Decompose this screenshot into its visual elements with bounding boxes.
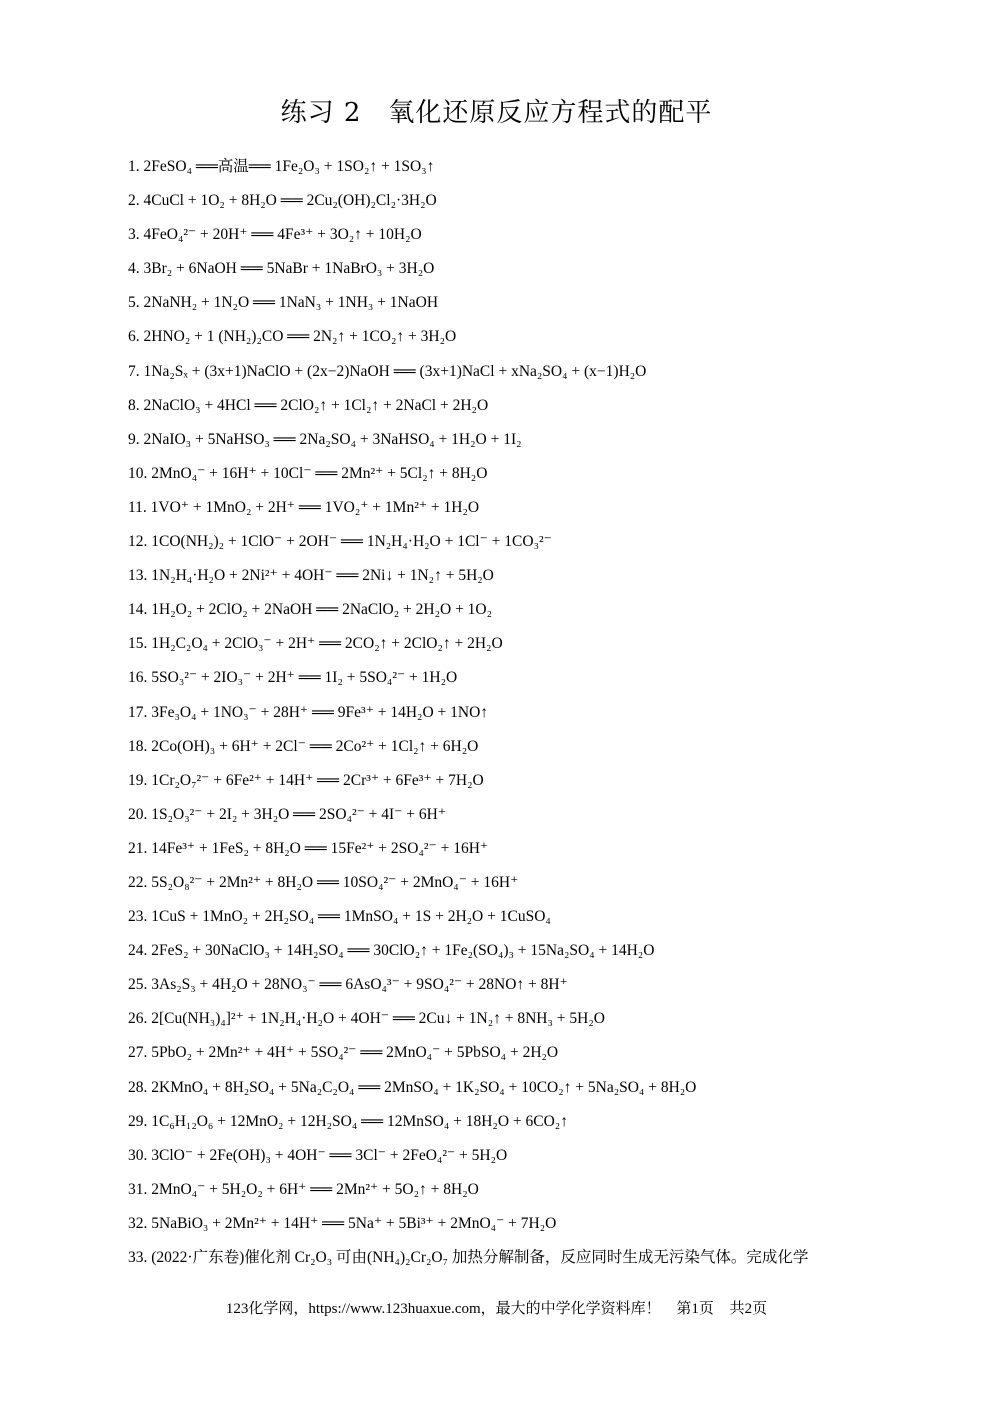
- equation-item: 17. 3Fe₃O₄ + 1NO₃⁻ + 28H⁺ ══ 9Fe³⁺ + 14H₂O + 1NO↑: [128, 703, 489, 721]
- question-33-text: 33. (2022·广东卷)催化剂 Cr₂O₃ 可由(NH₄)₂Cr₂O₇ 加热分解制备，反应同时生成无污染气体。完成化学: [128, 1249, 809, 1266]
- equation-item: 13. 1N₂H₄·H₂O + 2Ni²⁺ + 4OH⁻ ══ 2Ni↓ + 1N₂↑ + 5H₂O: [128, 567, 494, 585]
- equation-item: 24. 2FeS₂ + 30NaClO₃ + 14H₂SO₄ ══ 30ClO₂↑ + 1Fe₂(SO₄)₃ + 15Na₂SO₄ + 14H₂O: [128, 942, 655, 960]
- page-title: 练习 2 氧化还原反应方程式的配平: [280, 98, 713, 128]
- equation-item: 14. 1H₂O₂ + 2ClO₂ + 2NaOH ══ 2NaClO₂ + 2H₂O + 1O₂: [128, 601, 493, 619]
- footer-source: 123化学网，https://www.123huaxue.com，最大的中学化学资料库！: [225, 1301, 661, 1317]
- equation-item: 32. 5NaBiO₃ + 2Mn²⁺ + 14H⁺ ══ 5Na⁺ + 5Bi³⁺ + 2MnO₄⁻ + 7H₂O: [128, 1214, 557, 1232]
- equation-item: 7. 1Na₂Sₓ + (3x+1)NaClO + (2x−2)NaOH ══ (3x+1)NaCl + xNa₂SO₄ + (x−1)H₂O: [128, 362, 647, 380]
- equation-item: 16. 5SO₃²⁻ + 2IO₃⁻ + 2H⁺ ══ 1I₂ + 5SO₄²⁻ + 1H₂O: [128, 669, 458, 687]
- equation-item: 3. 4FeO₄²⁻ + 20H⁺ ══ 4Fe³⁺ + 3O₂↑ + 10H₂O: [128, 226, 422, 244]
- equation-item: 9. 2NaIO₃ + 5NaHSO₃ ══ 2Na₂SO₄ + 3NaHSO₄ + 1H₂O + 1I₂: [128, 430, 522, 448]
- equation-item: 15. 1H₂C₂O₄ + 2ClO₃⁻ + 2H⁺ ══ 2CO₂↑ + 2ClO₂↑ + 2H₂O: [128, 635, 503, 653]
- equation-item: 12. 1CO(NH₂)₂ + 1ClO⁻ + 2OH⁻ ══ 1N₂H₄·H₂O + 1Cl⁻ + 1CO₃²⁻: [128, 533, 552, 551]
- equation-item: 18. 2Co(OH)₃ + 6H⁺ + 2Cl⁻ ══ 2Co²⁺ + 1Cl₂↑ + 6H₂O: [128, 737, 479, 755]
- equation-item: 30. 3ClO⁻ + 2Fe(OH)₃ + 4OH⁻ ══ 3Cl⁻ + 2FeO₄²⁻ + 5H₂O: [128, 1146, 508, 1164]
- equation-item: 20. 1S₂O₃²⁻ + 2I₂ + 3H₂O ══ 2SO₄²⁻ + 4I⁻ + 6H⁺: [128, 805, 446, 823]
- equation-item: 22. 5S₂O₈²⁻ + 2Mn²⁺ + 8H₂O ══ 10SO₄²⁻ + 2MnO₄⁻ + 16H⁺: [128, 873, 519, 891]
- equation-item: 10. 2MnO₄⁻ + 16H⁺ + 10Cl⁻ ══ 2Mn²⁺ + 5Cl₂↑ + 8H₂O: [128, 464, 488, 482]
- equation-item: 31. 2MnO₄⁻ + 5H₂O₂ + 6H⁺ ══ 2Mn²⁺ + 5O₂↑ + 8H₂O: [128, 1180, 479, 1198]
- footer-page-number: 第1页: [676, 1301, 714, 1317]
- equation-item: 27. 5PbO₂ + 2Mn²⁺ + 4H⁺ + 5SO₄²⁻ ══ 2MnO₄⁻ + 5PbSO₄ + 2H₂O: [128, 1044, 559, 1062]
- equation-item: 2. 4CuCl + 1O₂ + 8H₂O ══ 2Cu₂(OH)₂Cl₂·3H₂O: [128, 192, 437, 210]
- equation-item: 25. 3As₂S₃ + 4H₂O + 28NO₃⁻ ══ 6AsO₄³⁻ + 9SO₄²⁻ + 28NO↑ + 8H⁺: [128, 976, 568, 994]
- equation-item: 29. 1C₆H₁₂O₆ + 12MnO₂ + 12H₂SO₄ ══ 12MnSO₄ + 18H₂O + 6CO₂↑: [128, 1112, 568, 1130]
- equation-list: [128, 150, 928, 1275]
- equation-item: 19. 1Cr₂O₇²⁻ + 6Fe²⁺ + 14H⁺ ══ 2Cr³⁺ + 6Fe³⁺ + 7H₂O: [128, 771, 484, 789]
- equation-item: 4. 3Br₂ + 6NaOH ══ 5NaBr + 1NaBrO₃ + 3H₂O: [128, 260, 435, 278]
- equation-item: 6. 2HNO₂ + 1 (NH₂)₂CO ══ 2N₂↑ + 1CO₂↑ + 3H₂O: [128, 328, 457, 346]
- equation-item: 28. 2KMnO₄ + 8H₂SO₄ + 5Na₂C₂O₄ ══ 2MnSO₄ + 1K₂SO₄ + 10CO₂↑ + 5Na₂SO₄ + 8H₂O: [128, 1078, 697, 1096]
- equation-item: 21. 14Fe³⁺ + 1FeS₂ + 8H₂O ══ 15Fe²⁺ + 2SO₄²⁻ + 16H⁺: [128, 839, 489, 857]
- equation-item: 26. 2[Cu(NH₃)₄]²⁺ + 1N₂H₄·H₂O + 4OH⁻ ══ 2Cu↓ + 1N₂↑ + 8NH₃ + 5H₂O: [128, 1010, 605, 1028]
- equation-item: 11. 1VO⁺ + 1MnO₂ + 2H⁺ ══ 1VO₂⁺ + 1Mn²⁺ + 1H₂O: [128, 498, 480, 516]
- page-footer: [0, 1297, 993, 1318]
- equation-item: 8. 2NaClO₃ + 4HCl ══ 2ClO₂↑ + 1Cl₂↑ + 2NaCl + 2H₂O: [128, 396, 489, 414]
- equation-item: 23. 1CuS + 1MnO₂ + 2H₂SO₄ ══ 1MnSO₄ + 1S + 2H₂O + 1CuSO₄: [128, 908, 551, 926]
- equation-item: 1. 2FeSO₄ ══高温══ 1Fe₂O₃ + 1SO₂↑ + 1SO₃↑: [128, 158, 435, 175]
- footer-page-total: 共2页: [729, 1301, 768, 1317]
- equation-item: 5. 2NaNH₂ + 1N₂O ══ 1NaN₃ + 1NH₃ + 1NaOH: [128, 294, 439, 312]
